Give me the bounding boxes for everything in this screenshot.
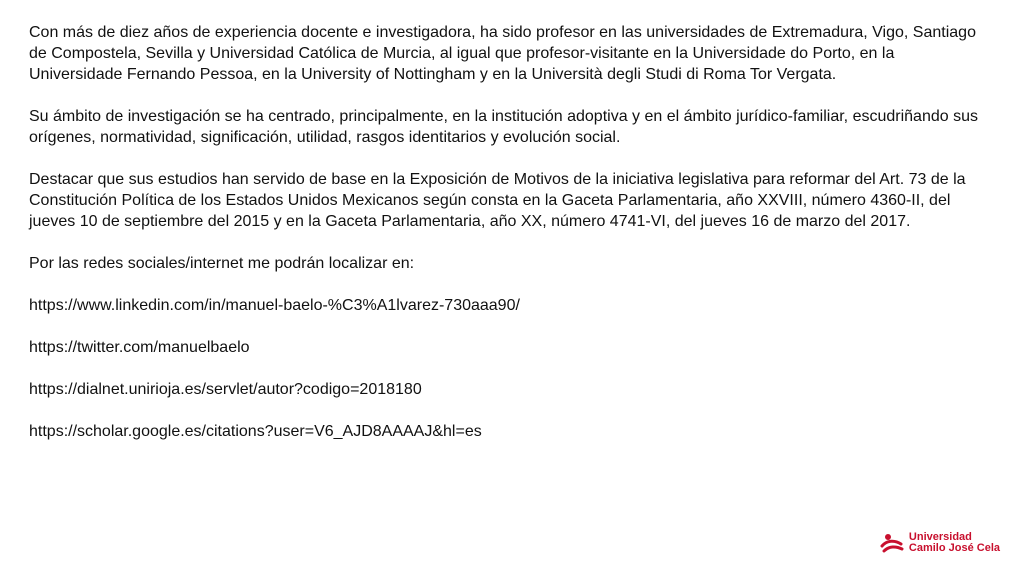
logo-line-1: Universidad (908, 531, 972, 543)
link-twitter[interactable]: https://twitter.com/manuelbaelo (29, 339, 250, 356)
paragraph-social-intro: Por las redes sociales/internet me podrán localizar en: (29, 255, 415, 272)
link-google-scholar[interactable]: https://scholar.google.es/citations?user=V6_AJD8AAAAJ&hl=es (29, 423, 482, 440)
paragraph-research-scope: Su ámbito de investigación se ha centrado, principalmente, en la institución adoptiva y en el ámbito jurídico-familiar, escudriñando sus orígenes, normatividad, significación, utilidad, rasgos identitarios y evolución social. (29, 108, 978, 146)
link-linkedin[interactable]: https://www.linkedin.com/in/manuel-baelo-%C3%A1lvarez-730aaa90/ (29, 297, 520, 314)
paragraph-experience: Con más de diez años de experiencia docente e investigadora, ha sido profesor en las universidades de Extremadura, Vigo, Santiago de Compostela, Sevilla y Universidad Católica de Murcia, al igual que profesor-visitante en la Universidade do Porto, en la Universidade Fernando Pessoa, en la University of Nottingham y en la Università degli Studi di Roma Tor Vergata. (29, 24, 976, 83)
link-dialnet[interactable]: https://dialnet.unirioja.es/servlet/autor?codigo=2018180 (29, 381, 422, 398)
logo-line-2: Camilo José Cela (908, 542, 1000, 554)
ucjc-logo-icon (879, 530, 905, 556)
paragraph-legislative-impact: Destacar que sus estudios han servido de base en la Exposición de Motivos de la iniciativa legislativa para reformar del Art. 73 de la Constitución Política de los Estados Unidos Mexicanos según consta en la Gaceta Parlamentaria, año XXVIII, número 4360-II, del jueves 10 de septiembre del 2015 y en la Gaceta Parlamentaria, año XX, número 4741-VI, del jueves 16 de marzo del 2017. (29, 171, 966, 230)
university-logo (879, 530, 1000, 556)
biography-text (29, 22, 979, 463)
